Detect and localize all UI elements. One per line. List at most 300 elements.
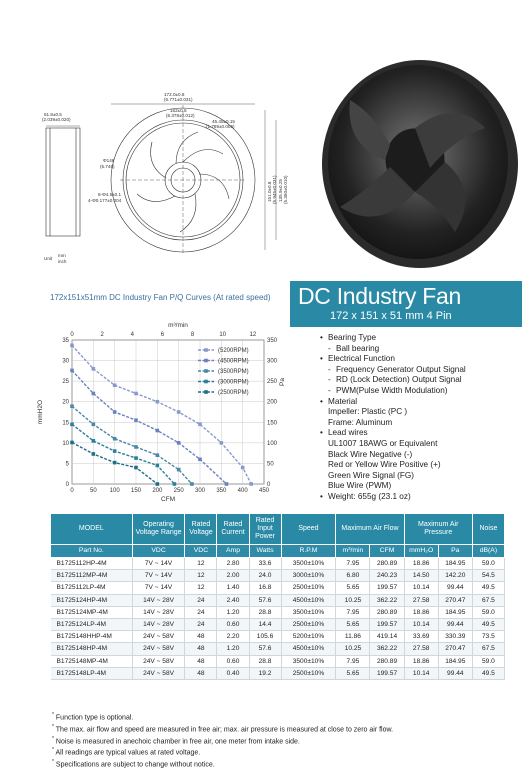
table-cell: 199.57 bbox=[370, 618, 404, 630]
spec-table bbox=[50, 513, 505, 680]
bullet-icon: • bbox=[320, 491, 323, 501]
spec-item bbox=[320, 375, 525, 386]
table-cell: 5.65 bbox=[336, 618, 370, 630]
table-row bbox=[51, 582, 505, 594]
table-cell: 54.5 bbox=[472, 570, 504, 582]
spec-text: Frame: Aluminum bbox=[328, 417, 393, 427]
series-point bbox=[70, 441, 74, 445]
table-cell: 67.5 bbox=[472, 643, 504, 655]
series-point bbox=[241, 466, 245, 470]
spec-item bbox=[320, 354, 525, 365]
table-cell: 24 bbox=[185, 618, 217, 630]
bullet-icon: • bbox=[320, 354, 323, 364]
y-tick-label: 20 bbox=[62, 399, 69, 406]
table-cell: 12 bbox=[185, 558, 217, 570]
th-unit-m3min: m³/min bbox=[336, 545, 370, 558]
table-cell: 2500±10% bbox=[281, 618, 336, 630]
spec-text: Impeller: Plastic (PC ) bbox=[328, 407, 408, 417]
table-cell: 59.0 bbox=[472, 558, 504, 570]
legend-marker bbox=[204, 359, 208, 363]
footnote-text: Function type is optional. bbox=[55, 714, 134, 722]
x2-tick-label: 8 bbox=[190, 332, 195, 338]
spec-text: RD (Lock Detection) Output Signal bbox=[336, 375, 462, 385]
th-unit-amp: Amp bbox=[217, 545, 249, 558]
table-row bbox=[51, 558, 505, 570]
table-body bbox=[51, 558, 505, 680]
table-cell: 3000±10% bbox=[281, 570, 336, 582]
footnote bbox=[52, 746, 393, 758]
th-part-no: Part No. bbox=[51, 545, 133, 558]
series-point bbox=[113, 437, 117, 441]
table-cell: 0.60 bbox=[217, 655, 249, 667]
table-row bbox=[51, 631, 505, 643]
table-cell: 27.58 bbox=[404, 643, 438, 655]
series-point bbox=[156, 429, 160, 433]
y-tick-label: 15 bbox=[62, 420, 69, 427]
table-row bbox=[51, 643, 505, 655]
table-cell: 2.20 bbox=[217, 631, 249, 643]
spec-text: PWM(Pulse Width Modulation) bbox=[336, 385, 448, 395]
spec-item bbox=[320, 450, 525, 461]
table-cell: 99.44 bbox=[438, 667, 472, 679]
table-cell: 19.2 bbox=[249, 667, 281, 679]
table-row bbox=[51, 618, 505, 630]
asterisk-icon: * bbox=[52, 759, 54, 766]
dim-depth-text: 45.45±0.15 bbox=[212, 119, 235, 124]
table-cell: 2.40 bbox=[217, 594, 249, 606]
dim-height-text: 151.0±0.8 bbox=[267, 181, 272, 202]
spec-text: Red or Yellow Wire Positive (+) bbox=[328, 460, 441, 470]
table-cell: 10.14 bbox=[404, 667, 438, 679]
series-point bbox=[92, 423, 96, 427]
series-point bbox=[156, 400, 160, 404]
series-point bbox=[92, 452, 96, 456]
x-tick-label: 450 bbox=[258, 488, 270, 494]
table-cell: 240.23 bbox=[370, 570, 404, 582]
spec-item bbox=[320, 418, 525, 429]
series-point bbox=[92, 439, 96, 443]
asterisk-icon: * bbox=[52, 747, 54, 754]
legend-marker bbox=[204, 390, 208, 394]
footnote-text: Specifications are subject to change without notice. bbox=[55, 761, 215, 769]
table-cell: 280.89 bbox=[370, 606, 404, 618]
series-point bbox=[249, 482, 253, 486]
table-cell: 3500±10% bbox=[281, 655, 336, 667]
table-cell: 12 bbox=[185, 582, 217, 594]
x-tick-label: 100 bbox=[109, 488, 120, 494]
table-cell: 3500±10% bbox=[281, 558, 336, 570]
table-cell: 184.95 bbox=[438, 558, 472, 570]
spec-item bbox=[320, 333, 525, 344]
cell-part-no: B1725112LP-4M bbox=[51, 582, 133, 594]
series-point bbox=[156, 464, 160, 468]
table-cell: 280.89 bbox=[370, 655, 404, 667]
table-cell: 5.65 bbox=[336, 582, 370, 594]
th-air-pressure: Maximum Air Pressure bbox=[404, 514, 472, 545]
table-cell: 24V ~ 58V bbox=[132, 631, 185, 643]
table-cell: 10.14 bbox=[404, 618, 438, 630]
cell-part-no: B1725124LP-4M bbox=[51, 618, 133, 630]
series-point bbox=[70, 369, 74, 373]
table-cell: 28.8 bbox=[249, 606, 281, 618]
table-cell: 67.5 bbox=[472, 594, 504, 606]
y-tick-label: 5 bbox=[65, 461, 69, 468]
legend-marker bbox=[204, 348, 208, 352]
spec-text: Lead wires bbox=[328, 428, 368, 438]
series-point bbox=[198, 423, 202, 427]
unit-inch-label: inch bbox=[58, 259, 67, 264]
spec-text: UL1007 18AWG or Equivalent bbox=[328, 438, 438, 448]
y2-tick-label: 0 bbox=[267, 482, 271, 488]
series-point bbox=[220, 441, 224, 445]
y2-tick-label: 100 bbox=[267, 440, 278, 447]
spec-text: Weight: 655g (23.1 oz) bbox=[328, 491, 411, 501]
table-cell: 12 bbox=[185, 570, 217, 582]
spec-text: Ball bearing bbox=[336, 343, 380, 353]
table-cell: 49.5 bbox=[472, 582, 504, 594]
asterisk-icon: * bbox=[52, 723, 54, 730]
table-cell: 59.0 bbox=[472, 606, 504, 618]
table-cell: 184.95 bbox=[438, 655, 472, 667]
dim-height-inch-text: (5.945±0.031) bbox=[272, 175, 277, 204]
y-tick-label: 10 bbox=[62, 440, 69, 447]
bullet-icon: • bbox=[320, 396, 323, 406]
table-cell: 5200±10% bbox=[281, 631, 336, 643]
x-axis-label: CFM bbox=[160, 496, 176, 503]
series-point bbox=[173, 482, 177, 486]
unit-mm-label: mm bbox=[58, 253, 66, 258]
table-row bbox=[51, 667, 505, 679]
spec-text: Material bbox=[328, 396, 358, 406]
x-tick-label: 400 bbox=[237, 488, 248, 494]
table-cell: 6.80 bbox=[336, 570, 370, 582]
table-cell: 184.95 bbox=[438, 606, 472, 618]
series-point bbox=[113, 461, 117, 465]
spec-item bbox=[320, 460, 525, 471]
cell-part-no: B1725124HP-4M bbox=[51, 594, 133, 606]
table-cell: 199.57 bbox=[370, 582, 404, 594]
y-tick-label: 25 bbox=[62, 379, 69, 386]
y2-axis-label: Pa bbox=[279, 378, 286, 386]
series-point bbox=[134, 466, 138, 470]
spec-item bbox=[320, 397, 525, 408]
series-point bbox=[134, 445, 138, 449]
dim-holes-text: 8-Φ4.5±0.1 bbox=[98, 192, 122, 197]
table-cell: 33.6 bbox=[249, 558, 281, 570]
footnote-text: Noise is measured in anechoic chamber in free air, one meter from intake side. bbox=[55, 737, 300, 745]
table-cell: 24V ~ 58V bbox=[132, 655, 185, 667]
table-cell: 16.8 bbox=[249, 582, 281, 594]
series-point bbox=[113, 449, 117, 453]
x-tick-label: 300 bbox=[194, 488, 206, 494]
th-rated-current: Rated Current bbox=[217, 514, 249, 545]
dimension-drawing bbox=[40, 90, 302, 265]
table-cell: 49.5 bbox=[472, 667, 504, 679]
bullet-icon: • bbox=[320, 333, 323, 342]
table-cell: 4500±10% bbox=[281, 643, 336, 655]
dash-icon: - bbox=[328, 385, 331, 395]
table-cell: 362.22 bbox=[370, 643, 404, 655]
footnotes bbox=[52, 711, 393, 770]
dash-icon: - bbox=[328, 343, 331, 353]
series-point bbox=[70, 404, 74, 408]
pq-chart bbox=[28, 310, 286, 506]
table-cell: 7.95 bbox=[336, 558, 370, 570]
table-cell: 7V ~ 14V bbox=[132, 570, 185, 582]
table-cell: 3500±10% bbox=[281, 606, 336, 618]
th-unit-dba: dB(A) bbox=[472, 545, 504, 558]
y-tick-label: 0 bbox=[65, 482, 69, 488]
th-unit-vdc: VDC bbox=[132, 545, 185, 558]
table-cell: 7V ~ 14V bbox=[132, 582, 185, 594]
th-noise: Noise bbox=[472, 514, 504, 545]
th-unit-watts: Watts bbox=[249, 545, 281, 558]
x2-tick-label: 0 bbox=[70, 332, 74, 338]
y-axis-label: mmH2O bbox=[37, 399, 44, 425]
x-tick-label: 200 bbox=[152, 488, 163, 494]
x2-tick-label: 12 bbox=[249, 332, 257, 338]
table-cell: 1.20 bbox=[217, 606, 249, 618]
table-cell: 2500±10% bbox=[281, 667, 336, 679]
x2-tick-label: 10 bbox=[219, 332, 227, 338]
table-cell: 14.4 bbox=[249, 618, 281, 630]
dim-width-text: 172.0±0.8 bbox=[164, 92, 185, 97]
bullet-icon: • bbox=[320, 428, 323, 438]
footnote bbox=[52, 735, 393, 747]
x2-axis-label: m³/min bbox=[168, 322, 188, 329]
table-cell: 0.60 bbox=[217, 618, 249, 630]
table-cell: 27.58 bbox=[404, 594, 438, 606]
x2-tick-label: 2 bbox=[100, 332, 104, 338]
dim-diameter-text: Φ146 bbox=[103, 158, 115, 163]
dim-holes-inch-text: 4-Φ0.177±0.004 bbox=[88, 198, 122, 203]
table-cell: 7.95 bbox=[336, 655, 370, 667]
x2-tick-label: 4 bbox=[130, 332, 134, 338]
table-cell: 14V ~ 28V bbox=[132, 594, 185, 606]
table-row bbox=[51, 570, 505, 582]
legend-label: (3000RPM) bbox=[218, 379, 249, 386]
x-tick-label: 0 bbox=[70, 488, 74, 494]
x-tick-label: 150 bbox=[130, 488, 142, 494]
table-cell: 330.39 bbox=[438, 631, 472, 643]
curve-title: 172x151x51mm DC Industry Fan P/Q Curves (At rated speed) bbox=[50, 293, 271, 302]
product-title: DC Industry Fan bbox=[298, 283, 461, 309]
table-cell: 7V ~ 14V bbox=[132, 558, 185, 570]
table-cell: 24V ~ 58V bbox=[132, 667, 185, 679]
series-point bbox=[134, 456, 138, 460]
table-cell: 14V ~ 28V bbox=[132, 606, 185, 618]
series-point bbox=[156, 453, 160, 457]
th-unit-vdc2: VDC bbox=[185, 545, 217, 558]
table-cell: 280.89 bbox=[370, 558, 404, 570]
product-subtitle: 172 x 151 x 51 mm 4 Pin bbox=[330, 310, 452, 322]
cell-part-no: B1725124MP-4M bbox=[51, 606, 133, 618]
table-cell: 7.95 bbox=[336, 606, 370, 618]
spec-item bbox=[320, 471, 525, 482]
table-cell: 24 bbox=[185, 606, 217, 618]
table-cell: 2.80 bbox=[217, 558, 249, 570]
table-cell: 2500±10% bbox=[281, 582, 336, 594]
table-row bbox=[51, 655, 505, 667]
spec-text: Green Wire Signal (FG) bbox=[328, 470, 414, 480]
table-cell: 270.47 bbox=[438, 594, 472, 606]
th-unit-mmh2o: mmH₂O bbox=[404, 545, 438, 558]
series-point bbox=[134, 392, 138, 396]
table-cell: 10.25 bbox=[336, 643, 370, 655]
table-cell: 10.14 bbox=[404, 582, 438, 594]
series-point bbox=[92, 392, 96, 396]
y2-tick-label: 50 bbox=[267, 461, 274, 468]
fan-photo bbox=[310, 52, 520, 274]
table-cell: 18.86 bbox=[404, 655, 438, 667]
cell-part-no: B1725148MP-4M bbox=[51, 655, 133, 667]
asterisk-icon: * bbox=[52, 735, 54, 742]
dash-icon: - bbox=[328, 375, 331, 385]
legend-marker bbox=[204, 380, 208, 384]
table-cell: 48 bbox=[185, 655, 217, 667]
dim-side-text: 51.8±0.5 bbox=[44, 112, 62, 117]
x2-tick-label: 6 bbox=[160, 332, 165, 338]
th-operating-voltage: Operating Voltage Range bbox=[132, 514, 185, 545]
dim-depth-inch-text: (1.789±0.006) bbox=[206, 124, 235, 129]
series-point bbox=[70, 423, 74, 427]
table-cell: 59.0 bbox=[472, 655, 504, 667]
table-cell: 1.40 bbox=[217, 582, 249, 594]
cell-part-no: B1725112MP-4M bbox=[51, 570, 133, 582]
cell-part-no: B1725148LP-4M bbox=[51, 667, 133, 679]
dim-height2-inch-text: (5.350±0.010) bbox=[283, 175, 288, 204]
table-cell: 270.47 bbox=[438, 643, 472, 655]
table-cell: 419.14 bbox=[370, 631, 404, 643]
th-unit-rpm: R.P.M bbox=[281, 545, 336, 558]
asterisk-icon: * bbox=[52, 712, 54, 718]
spec-item bbox=[320, 344, 525, 355]
footnote bbox=[52, 723, 393, 735]
th-air-flow: Maximum Air Flow bbox=[336, 514, 404, 545]
table-cell: 10.25 bbox=[336, 594, 370, 606]
table-cell: 11.86 bbox=[336, 631, 370, 643]
spec-text: Black Wire Negative (-) bbox=[328, 449, 413, 459]
table-cell: 0.40 bbox=[217, 667, 249, 679]
product-banner bbox=[290, 281, 522, 327]
series-point bbox=[190, 482, 194, 486]
table-cell: 105.6 bbox=[249, 631, 281, 643]
unit-label: Unit bbox=[44, 256, 53, 261]
cell-part-no: B1725112HP-4M bbox=[51, 558, 133, 570]
y-tick-label: 30 bbox=[62, 358, 69, 365]
spec-item bbox=[320, 481, 525, 492]
table-cell: 49.5 bbox=[472, 618, 504, 630]
table-cell: 57.6 bbox=[249, 643, 281, 655]
table-cell: 4500±10% bbox=[281, 594, 336, 606]
footnote-text: The max. air flow and speed are measured in free air; max. air pressure is measured at close to zero air flow. bbox=[55, 726, 394, 734]
spec-item bbox=[320, 439, 525, 450]
legend-label: (5200RPM) bbox=[218, 348, 249, 354]
series-point bbox=[177, 441, 181, 445]
cell-part-no: B1725148HP-4M bbox=[51, 643, 133, 655]
table-row bbox=[51, 606, 505, 618]
table-cell: 18.86 bbox=[404, 558, 438, 570]
table-cell: 28.8 bbox=[249, 655, 281, 667]
spec-text: Bearing Type bbox=[328, 333, 377, 342]
table-cell: 48 bbox=[185, 643, 217, 655]
series-point bbox=[113, 410, 117, 414]
table-cell: 14.50 bbox=[404, 570, 438, 582]
th-unit-cfm: CFM bbox=[370, 545, 404, 558]
th-speed: Speed bbox=[281, 514, 336, 545]
dim-height2-text: 135.9±0.25 bbox=[278, 179, 283, 202]
th-rated-voltage: Rated Voltage bbox=[185, 514, 217, 545]
dim-width-inch-text: (6.771±0.031) bbox=[164, 97, 193, 102]
series-point bbox=[134, 418, 138, 422]
table-cell: 362.22 bbox=[370, 594, 404, 606]
th-rated-power: Rated Input Power bbox=[249, 514, 281, 545]
table-cell: 142.20 bbox=[438, 570, 472, 582]
table-cell: 18.86 bbox=[404, 606, 438, 618]
spec-text: Frequency Generator Output Signal bbox=[336, 364, 466, 374]
dim-diameter-inch-text: (5.748) bbox=[100, 164, 115, 169]
series-point bbox=[198, 458, 202, 462]
spec-text: Electrical Function bbox=[328, 354, 395, 364]
table-cell: 73.5 bbox=[472, 631, 504, 643]
table-cell: 33.69 bbox=[404, 631, 438, 643]
legend-marker bbox=[204, 369, 208, 373]
y2-tick-label: 250 bbox=[267, 379, 278, 386]
table-row bbox=[51, 594, 505, 606]
table-cell: 24.0 bbox=[249, 570, 281, 582]
table-cell: 48 bbox=[185, 631, 217, 643]
series-point bbox=[113, 383, 117, 387]
dim-side-inch-text: (2.039±0.020) bbox=[42, 117, 71, 122]
th-model: MODEL bbox=[51, 514, 133, 545]
footnote-text: All readings are typical values at rated voltage. bbox=[55, 749, 201, 757]
series-point bbox=[177, 468, 181, 472]
th-unit-pa: Pa bbox=[438, 545, 472, 558]
dash-icon: - bbox=[328, 364, 331, 374]
table-cell: 99.44 bbox=[438, 582, 472, 594]
spec-item bbox=[320, 428, 525, 439]
spec-text: Blue Wire (PWM) bbox=[328, 481, 392, 491]
series-point bbox=[177, 410, 181, 414]
y2-tick-label: 300 bbox=[267, 358, 278, 365]
legend-label: (2500RPM) bbox=[218, 390, 249, 396]
y2-tick-label: 200 bbox=[267, 399, 278, 406]
y2-tick-label: 350 bbox=[267, 338, 278, 344]
series-point bbox=[92, 367, 96, 371]
dim-hole-pitch-text: 162±0.5 bbox=[170, 108, 187, 113]
y-tick-label: 35 bbox=[62, 338, 69, 344]
dim-hole-pitch-inch-text: (6.378±0.012) bbox=[166, 113, 195, 118]
table-cell: 1.20 bbox=[217, 643, 249, 655]
table-cell: 48 bbox=[185, 667, 217, 679]
footnote bbox=[52, 711, 393, 723]
series-point bbox=[156, 482, 160, 486]
x-tick-label: 350 bbox=[216, 488, 227, 494]
spec-item bbox=[320, 386, 525, 397]
x-tick-label: 50 bbox=[89, 488, 97, 494]
legend-label: (3500RPM) bbox=[218, 369, 249, 375]
spec-list bbox=[320, 333, 525, 503]
table-cell: 14V ~ 28V bbox=[132, 618, 185, 630]
table-cell: 24 bbox=[185, 594, 217, 606]
footnote bbox=[52, 758, 393, 770]
table-cell: 57.6 bbox=[249, 594, 281, 606]
legend-label: (4500RPM) bbox=[218, 358, 249, 365]
cell-part-no: B1725148HHP-4M bbox=[51, 631, 133, 643]
x-tick-label: 250 bbox=[173, 488, 184, 494]
table-cell: 24V ~ 58V bbox=[132, 643, 185, 655]
y2-tick-label: 150 bbox=[267, 420, 278, 427]
